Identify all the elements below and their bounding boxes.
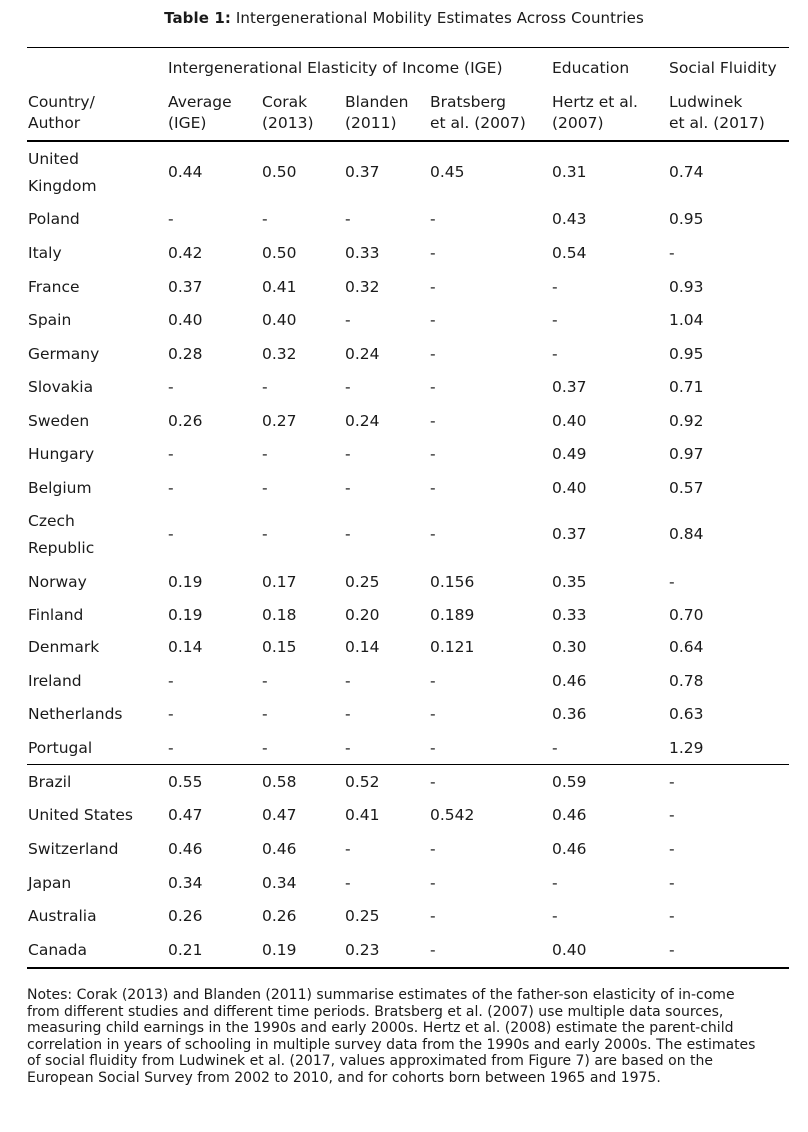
value-cell: 0.46: [552, 672, 587, 690]
value-cell: 0.46: [552, 806, 587, 824]
country-cell: [28, 634, 99, 661]
value-cell: 0.71: [669, 378, 704, 396]
country-name-line: Belgium: [28, 479, 92, 497]
value-cell: 0.47: [168, 806, 203, 824]
country-name-line: Czech: [28, 512, 75, 530]
column-header-line: et al. (2007): [430, 114, 526, 132]
value-cell: 0.33: [345, 244, 380, 262]
value-cell: -: [552, 311, 558, 329]
country-cell: [28, 508, 94, 561]
country-cell: [28, 341, 99, 368]
country-cell: [28, 374, 93, 401]
value-cell: -: [262, 210, 268, 228]
value-cell: 0.49: [552, 445, 587, 463]
value-cell: -: [168, 445, 174, 463]
value-cell: -: [345, 479, 351, 497]
value-cell: 0.24: [345, 345, 380, 363]
value-cell: 0.15: [262, 638, 297, 656]
country-cell: [28, 475, 92, 502]
value-cell: 0.25: [345, 907, 380, 925]
value-cell: -: [345, 525, 351, 543]
column-header: [669, 92, 765, 134]
country-name-line: Italy: [28, 244, 62, 262]
value-cell: -: [552, 907, 558, 925]
value-cell: 0.59: [552, 773, 587, 791]
value-cell: -: [430, 840, 436, 858]
country-cell: [28, 870, 71, 897]
value-cell: 0.28: [168, 345, 203, 363]
country-name-line: Kingdom: [28, 176, 97, 195]
value-cell: -: [430, 907, 436, 925]
value-cell: 0.37: [552, 525, 587, 543]
value-cell: 0.92: [669, 412, 704, 430]
value-cell: -: [430, 739, 436, 757]
value-cell: 0.19: [262, 941, 297, 959]
value-cell: -: [430, 874, 436, 892]
value-cell: -: [430, 278, 436, 296]
country-name-line: France: [28, 278, 80, 296]
value-cell: 0.45: [430, 163, 465, 181]
value-cell: 0.40: [168, 311, 203, 329]
value-cell: -: [430, 311, 436, 329]
country-cell: [28, 441, 94, 468]
value-cell: -: [430, 479, 436, 497]
value-cell: -: [345, 210, 351, 228]
value-cell: -: [345, 705, 351, 723]
value-cell: 0.97: [669, 445, 704, 463]
value-cell: 0.42: [168, 244, 203, 262]
country-cell: [28, 668, 82, 695]
value-cell: -: [669, 806, 675, 824]
country-name-line: Brazil: [28, 773, 72, 791]
value-cell: -: [262, 672, 268, 690]
column-header: [28, 92, 95, 134]
value-cell: 0.93: [669, 278, 704, 296]
table-title: [0, 9, 789, 27]
group-divider-rule: [27, 764, 789, 765]
country-cell: [28, 240, 62, 267]
value-cell: 0.47: [262, 806, 297, 824]
table-number: Table 1:: [164, 9, 231, 27]
value-cell: 0.21: [168, 941, 203, 959]
column-header: [552, 92, 638, 134]
top-rule: [27, 47, 789, 48]
value-cell: -: [168, 210, 174, 228]
value-cell: -: [168, 672, 174, 690]
value-cell: -: [430, 244, 436, 262]
value-cell: -: [430, 773, 436, 791]
group-header-social-fluidity: Social Fluidity: [669, 59, 777, 77]
country-cell: [28, 735, 92, 762]
value-cell: -: [345, 739, 351, 757]
column-header-line: Hertz et al.: [552, 93, 638, 111]
country-name-line: Denmark: [28, 638, 100, 656]
value-cell: 0.542: [430, 806, 475, 824]
value-cell: 0.18: [262, 606, 297, 624]
group-header-education: Education: [552, 59, 630, 77]
country-cell: [28, 274, 80, 301]
country-cell: [28, 903, 97, 930]
column-header-line: Author: [28, 114, 81, 132]
value-cell: -: [430, 412, 436, 430]
value-cell: -: [669, 573, 675, 591]
value-cell: 0.33: [552, 606, 587, 624]
value-cell: 1.29: [669, 739, 704, 757]
value-cell: 0.19: [168, 606, 203, 624]
value-cell: 0.46: [552, 840, 587, 858]
value-cell: 0.14: [345, 638, 380, 656]
value-cell: 0.50: [262, 163, 297, 181]
country-cell: [28, 701, 122, 728]
country-name-line: Spain: [28, 311, 72, 329]
value-cell: -: [262, 525, 268, 543]
value-cell: -: [669, 907, 675, 925]
value-cell: 0.37: [168, 278, 203, 296]
value-cell: 0.32: [262, 345, 297, 363]
column-header: [168, 92, 232, 134]
country-cell: [28, 206, 80, 233]
country-cell: [28, 408, 89, 435]
value-cell: -: [345, 311, 351, 329]
country-name-line: Poland: [28, 210, 80, 228]
value-cell: -: [168, 705, 174, 723]
value-cell: 0.78: [669, 672, 704, 690]
value-cell: 0.95: [669, 345, 704, 363]
value-cell: 0.44: [168, 163, 203, 181]
column-header: [262, 92, 314, 134]
value-cell: -: [669, 840, 675, 858]
value-cell: 0.19: [168, 573, 203, 591]
country-name-line: Slovakia: [28, 378, 94, 396]
country-name-line: Australia: [28, 907, 97, 925]
value-cell: 0.50: [262, 244, 297, 262]
header-rule: [27, 140, 789, 142]
country-cell: [28, 146, 97, 199]
value-cell: 0.26: [168, 907, 203, 925]
value-cell: 0.27: [262, 412, 297, 430]
column-header-line: Average: [168, 93, 232, 111]
value-cell: 0.54: [552, 244, 587, 262]
value-cell: -: [262, 479, 268, 497]
value-cell: 0.63: [669, 705, 704, 723]
value-cell: 0.34: [168, 874, 203, 892]
column-header-line: (IGE): [168, 114, 207, 132]
country-name-line: Portugal: [28, 739, 93, 757]
table-title-text: Intergenerational Mobility Estimates Across Countries: [235, 9, 644, 27]
group-header-income: Intergenerational Elasticity of Income (IGE): [168, 59, 503, 77]
value-cell: 0.14: [168, 638, 203, 656]
country-name-line: Sweden: [28, 412, 90, 430]
value-cell: -: [345, 672, 351, 690]
column-header-line: Blanden: [345, 93, 409, 111]
value-cell: -: [430, 445, 436, 463]
value-cell: -: [345, 840, 351, 858]
value-cell: -: [552, 874, 558, 892]
value-cell: 0.156: [430, 573, 475, 591]
country-name-line: United States: [28, 806, 133, 824]
value-cell: 0.24: [345, 412, 380, 430]
value-cell: 0.20: [345, 606, 380, 624]
value-cell: 0.40: [552, 479, 587, 497]
value-cell: 0.23: [345, 941, 380, 959]
value-cell: -: [669, 773, 675, 791]
country-name-line: Norway: [28, 573, 87, 591]
value-cell: 0.26: [262, 907, 297, 925]
table-notes: Notes: Corak (2013) and Blanden (2011) summarise estimates of the father-son elasticity of in-come from different studies and different time periods. Bratsberg et al. (2007) use multiple data sources, measuring child earnings in the 1990s and early 2000s. Hertz et al. (2008) estimate the parent-child correlation in years of schooling in multiple survey data from the 1990s and early 2000s. The estimates of social fluidity from Ludwinek et al. (2017, values approximated from Figure 7) are based on the European Social Survey from 2002 to 2010, and for cohorts born between 1965 and 1975.: [27, 987, 756, 1086]
value-cell: 0.25: [345, 573, 380, 591]
value-cell: 0.52: [345, 773, 380, 791]
value-cell: -: [552, 739, 558, 757]
value-cell: 0.40: [552, 412, 587, 430]
value-cell: 0.64: [669, 638, 704, 656]
value-cell: 0.31: [552, 163, 587, 181]
value-cell: -: [345, 874, 351, 892]
value-cell: -: [430, 941, 436, 959]
value-cell: 0.37: [345, 163, 380, 181]
value-cell: 0.46: [262, 840, 297, 858]
value-cell: 0.43: [552, 210, 587, 228]
value-cell: 0.70: [669, 606, 704, 624]
value-cell: -: [430, 525, 436, 543]
value-cell: -: [669, 941, 675, 959]
value-cell: 0.30: [552, 638, 587, 656]
value-cell: -: [262, 739, 268, 757]
value-cell: 0.41: [262, 278, 297, 296]
column-header-line: (2007): [552, 114, 604, 132]
value-cell: -: [430, 378, 436, 396]
country-name-line: Japan: [28, 874, 72, 892]
column-header-line: (2013): [262, 114, 314, 132]
value-cell: -: [669, 244, 675, 262]
country-cell: [28, 569, 87, 596]
column-header-line: et al. (2017): [669, 114, 765, 132]
value-cell: -: [168, 525, 174, 543]
value-cell: 0.121: [430, 638, 475, 656]
country-name-line: United: [28, 150, 79, 168]
value-cell: -: [430, 672, 436, 690]
value-cell: 0.40: [262, 311, 297, 329]
value-cell: -: [168, 739, 174, 757]
value-cell: 0.26: [168, 412, 203, 430]
column-header: [345, 92, 408, 134]
column-header: [430, 92, 526, 134]
value-cell: -: [345, 378, 351, 396]
country-cell: [28, 307, 71, 334]
value-cell: 1.04: [669, 311, 704, 329]
value-cell: -: [669, 874, 675, 892]
value-cell: 0.41: [345, 806, 380, 824]
value-cell: -: [168, 378, 174, 396]
value-cell: 0.46: [168, 840, 203, 858]
value-cell: 0.84: [669, 525, 704, 543]
country-name-line: Finland: [28, 606, 84, 624]
value-cell: -: [430, 705, 436, 723]
value-cell: -: [430, 210, 436, 228]
country-cell: [28, 836, 118, 863]
country-name-line: Netherlands: [28, 705, 123, 723]
value-cell: 0.34: [262, 874, 297, 892]
value-cell: 0.58: [262, 773, 297, 791]
value-cell: -: [262, 705, 268, 723]
column-header-line: Country/: [28, 93, 95, 111]
value-cell: 0.74: [669, 163, 704, 181]
country-name-line: Canada: [28, 941, 87, 959]
value-cell: -: [168, 479, 174, 497]
column-header-line: Ludwinek: [669, 93, 743, 111]
value-cell: 0.37: [552, 378, 587, 396]
value-cell: -: [262, 445, 268, 463]
value-cell: 0.36: [552, 705, 587, 723]
value-cell: -: [430, 345, 436, 363]
country-name-line: Republic: [28, 538, 95, 557]
value-cell: 0.40: [552, 941, 587, 959]
value-cell: 0.57: [669, 479, 704, 497]
country-name-line: Germany: [28, 345, 100, 363]
value-cell: -: [262, 378, 268, 396]
value-cell: 0.17: [262, 573, 297, 591]
column-header-line: Bratsberg: [430, 93, 506, 111]
value-cell: 0.95: [669, 210, 704, 228]
column-header-line: (2011): [345, 114, 397, 132]
value-cell: 0.189: [430, 606, 475, 624]
country-cell: [28, 802, 133, 829]
value-cell: -: [345, 445, 351, 463]
value-cell: 0.55: [168, 773, 203, 791]
value-cell: -: [552, 278, 558, 296]
country-cell: [28, 937, 87, 964]
value-cell: -: [552, 345, 558, 363]
country-cell: [28, 769, 71, 796]
bottom-rule: [27, 967, 789, 969]
country-cell: [28, 602, 83, 629]
value-cell: 0.32: [345, 278, 380, 296]
value-cell: 0.35: [552, 573, 587, 591]
country-name-line: Hungary: [28, 445, 95, 463]
country-name-line: Ireland: [28, 672, 82, 690]
country-name-line: Switzerland: [28, 840, 119, 858]
column-header-line: Corak: [262, 93, 308, 111]
